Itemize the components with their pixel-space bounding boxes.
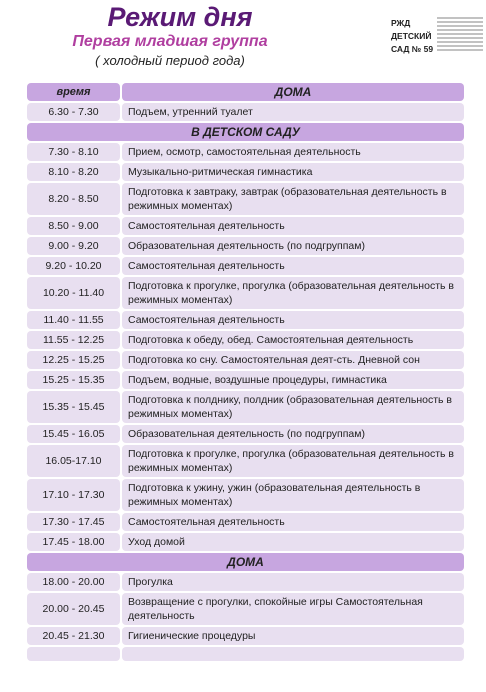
time-cell: 9.00 - 9.20 xyxy=(27,237,120,255)
time-cell: 20.45 - 21.30 xyxy=(27,627,120,645)
activity-cell: Самостоятельная деятельность xyxy=(122,257,464,275)
activity-cell: Подготовка ко сну. Самостоятельная деят-сть. Дневной сон xyxy=(122,351,464,369)
time-cell: 15.35 - 15.45 xyxy=(27,391,120,423)
section-row xyxy=(27,123,464,141)
activity-cell: Подготовка к прогулке, прогулка (образовательная деятельность в режимных моментах) xyxy=(122,445,464,477)
time-cell xyxy=(27,647,120,661)
season-note: ( холодный период года) xyxy=(95,53,245,68)
section-title: ДОМА xyxy=(27,553,464,571)
time-cell: 15.45 - 16.05 xyxy=(27,425,120,443)
organization-label xyxy=(391,17,441,56)
table-row xyxy=(27,573,464,591)
activity-cell: Возвращение с прогулки, спокойные игры Самостоятельная деятельность xyxy=(122,593,464,625)
activity-cell: Самостоятельная деятельность xyxy=(122,217,464,235)
time-cell: 8.50 - 9.00 xyxy=(27,217,120,235)
time-cell: 10.20 - 11.40 xyxy=(27,277,120,309)
time-cell: 8.20 - 8.50 xyxy=(27,183,120,215)
org-line: ДЕТСКИЙ xyxy=(391,31,432,41)
section-title: В ДЕТСКОМ САДУ xyxy=(27,123,464,141)
activity-cell: Самостоятельная деятельность xyxy=(122,311,464,329)
activity-cell: Прогулка xyxy=(122,573,464,591)
time-cell: 17.30 - 17.45 xyxy=(27,513,120,531)
time-cell: 11.40 - 11.55 xyxy=(27,311,120,329)
org-line: САД № 59 xyxy=(391,44,434,54)
activity-cell: Образовательная деятельность (по подгруппам) xyxy=(122,237,464,255)
section-row xyxy=(27,553,464,571)
group-subtitle: Первая младшая группа xyxy=(72,33,268,50)
table-row xyxy=(27,257,464,275)
activity-cell: Подготовка к ужину, ужин (образовательная деятельность в режимных моментах) xyxy=(122,479,464,511)
table-row xyxy=(27,103,464,121)
activity-cell: Подъем, утренний туалет xyxy=(122,103,464,121)
activity-cell: Подготовка к завтраку, завтрак (образовательная деятельность в режимных моментах) xyxy=(122,183,464,215)
table-row xyxy=(27,217,464,235)
table-row xyxy=(27,391,464,423)
time-cell: 17.10 - 17.30 xyxy=(27,479,120,511)
table-row xyxy=(27,371,464,389)
table-row xyxy=(27,277,464,309)
activity-cell: Уход домой xyxy=(122,533,464,551)
table-row xyxy=(27,183,464,215)
activity-cell: Прием, осмотр, самостоятельная деятельность xyxy=(122,143,464,161)
table-row xyxy=(27,237,464,255)
table-row xyxy=(27,513,464,531)
page-title: Режим дня xyxy=(107,2,253,32)
time-cell: 12.25 - 15.25 xyxy=(27,351,120,369)
activity-cell: Образовательная деятельность (по подгруппам) xyxy=(122,425,464,443)
time-cell: 15.25 - 15.35 xyxy=(27,371,120,389)
table-row xyxy=(27,647,464,661)
activity-cell: Подъем, водные, воздушные процедуры, гимнастика xyxy=(122,371,464,389)
approval-stamp xyxy=(437,17,483,53)
org-line: РЖД xyxy=(391,18,411,28)
table-row xyxy=(27,163,464,181)
time-cell: 9.20 - 10.20 xyxy=(27,257,120,275)
table-row xyxy=(27,593,464,625)
activity-cell: Самостоятельная деятельность xyxy=(122,513,464,531)
table-row xyxy=(27,143,464,161)
column-header-time: время xyxy=(27,83,120,101)
table-row xyxy=(27,479,464,511)
column-header-home: ДОМА xyxy=(122,83,464,101)
table-header-row xyxy=(27,83,464,101)
activity-cell: Подготовка к прогулке, прогулка (образовательная деятельность в режимных моментах) xyxy=(122,277,464,309)
page-header xyxy=(0,0,486,80)
table-row xyxy=(27,533,464,551)
time-cell: 6.30 - 7.30 xyxy=(27,103,120,121)
time-cell: 7.30 - 8.10 xyxy=(27,143,120,161)
table-row xyxy=(27,331,464,349)
time-cell: 16.05-17.10 xyxy=(27,445,120,477)
activity-cell: Подготовка к обеду, обед. Самостоятельная деятельность xyxy=(122,331,464,349)
time-cell: 8.10 - 8.20 xyxy=(27,163,120,181)
table-row xyxy=(27,445,464,477)
table-row xyxy=(27,425,464,443)
time-cell: 20.00 - 20.45 xyxy=(27,593,120,625)
schedule-table xyxy=(27,83,464,663)
activity-cell: Музыкально-ритмическая гимнастика xyxy=(122,163,464,181)
table-row xyxy=(27,351,464,369)
table-row xyxy=(27,627,464,645)
activity-cell xyxy=(122,647,464,661)
table-row xyxy=(27,311,464,329)
activity-cell: Гигиенические процедуры xyxy=(122,627,464,645)
time-cell: 18.00 - 20.00 xyxy=(27,573,120,591)
time-cell: 11.55 - 12.25 xyxy=(27,331,120,349)
activity-cell: Подготовка к полднику, полдник (образовательная деятельность в режимных моментах) xyxy=(122,391,464,423)
time-cell: 17.45 - 18.00 xyxy=(27,533,120,551)
